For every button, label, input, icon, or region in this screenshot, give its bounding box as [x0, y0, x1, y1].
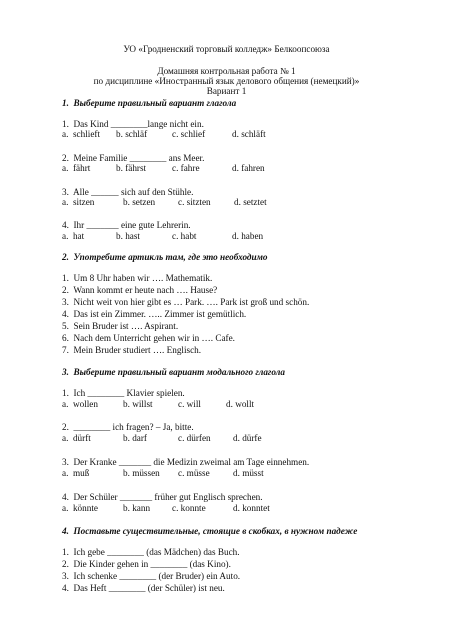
option: b. fährst — [116, 163, 147, 173]
section-1-heading: 1. Выберите правильный вариант глагола — [62, 98, 237, 108]
list-item: 5. Sein Bruder ist …. Aspirant. — [62, 321, 179, 331]
option: b. kann — [123, 503, 151, 513]
option: d. dürfe — [233, 433, 262, 443]
section-4-heading: 4. Поставьте существительные, стоящие в скобках, в нужном падеже — [62, 526, 358, 536]
option: d. schläft — [232, 129, 266, 139]
option: c. konnte — [172, 503, 206, 513]
question-3-2: 2. ________ ich fragen? – Ja, bitte. — [62, 422, 194, 432]
option: b. willst — [123, 399, 153, 409]
option: d. setztet — [234, 197, 267, 207]
list-item: 2. Wann kommt er heute nach …. Hause? — [62, 285, 218, 295]
option: d. konntet — [233, 503, 270, 513]
variant-line: Вариант 1 — [206, 86, 247, 96]
option: c. schlief — [172, 129, 206, 139]
question-3-1: 1. Ich ________ Klavier spielen. — [62, 388, 185, 398]
option: c. habt — [172, 231, 197, 241]
section-3-heading: 3. Выберите правильный вариант модального глагола — [62, 367, 285, 377]
option: c. will — [178, 399, 201, 409]
option: a. hat — [62, 231, 85, 241]
question-3-4: 4. Der Schüler _______ früher gut Englisch sprechen. — [62, 492, 263, 502]
option: b. hast — [116, 231, 140, 241]
subject-line: по дисциплине «Иностранный язык делового общения (немецкий)» — [93, 76, 360, 86]
list-item: 7. Mein Bruder studiert …. Englisch. — [62, 345, 202, 355]
question-3-3: 3. Der Kranke _______ die Medizin zweimal am Tage einnehmen. — [62, 457, 310, 467]
option: a. dürft — [62, 433, 91, 443]
option: a. fährt — [62, 163, 91, 173]
option: d. wollt — [226, 399, 255, 409]
option: a. wollen — [62, 399, 98, 409]
option: a. muß — [62, 468, 90, 478]
option: b. müssen — [123, 468, 160, 478]
question-1-1: 1. Das Kind ________lange nicht ein. — [62, 119, 204, 129]
option: b. setzen — [123, 197, 156, 207]
option: c. sitzten — [178, 197, 211, 207]
question-1-4: 4. Ihr _______ eine gute Lehrerin. — [62, 220, 191, 230]
list-item: 1. Ich gebe ________ (das Mädchen) das Buch. — [62, 547, 240, 557]
list-item: 3. Nicht weit von hier gibt es … Park. …. Park ist groß und schön. — [62, 297, 310, 307]
list-item: 3. Ich schenke ________ (der Bruder) ein Auto. — [62, 571, 241, 581]
option: c. fahre — [172, 163, 200, 173]
option: b. schläf — [116, 129, 148, 139]
option: c. müsse — [178, 468, 210, 478]
option: d. haben — [232, 231, 264, 241]
section-2-heading: 2. Употребите артикль там, где это необходимо — [62, 252, 268, 262]
list-item: 1. Um 8 Uhr haben wir …. Mathematik. — [62, 273, 213, 283]
question-1-2: 2. Meine Familie ________ ans Meer. — [62, 153, 205, 163]
option: a. sitzen — [62, 197, 95, 207]
question-1-3: 3. Alle ______ sich auf den Stühle. — [62, 187, 194, 197]
list-item: 4. Das Heft ________ (der Schüler) ist neu. — [62, 583, 225, 593]
list-item: 4. Das ist ein Zimmer. ….. Zimmer ist gemütlich. — [62, 309, 247, 319]
option: b. darf — [123, 433, 147, 443]
option: d. müsst — [233, 468, 264, 478]
institution-line: УО «Гродненский торговый колледж» Белкоопсоюза — [123, 44, 330, 54]
list-item: 6. Nach dem Unterricht gehen wir in …. Cafe. — [62, 333, 235, 343]
option: a. könnte — [62, 503, 98, 513]
option: c. dürfen — [178, 433, 211, 443]
list-item: 2. Die Kinder gehen in ________ (das Kino). — [62, 559, 231, 569]
option: a. schlieft — [62, 129, 101, 139]
document-title: Домашняя контрольная работа № 1 — [157, 66, 296, 76]
option: d. fahren — [232, 163, 265, 173]
